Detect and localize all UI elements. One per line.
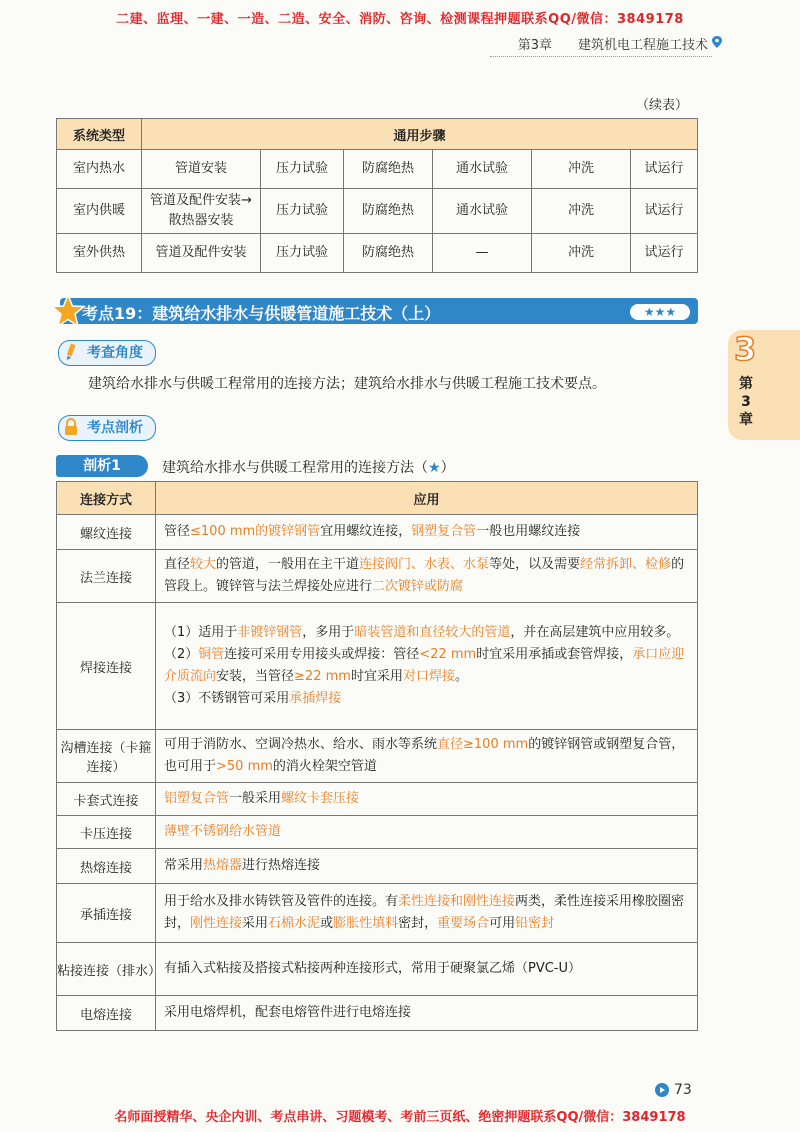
connection-application (156, 884, 698, 943)
body-text: 安装，当管径 (216, 669, 295, 684)
kaodian-title: 考点19：建筑给水排水与供暖管道施工技术（上） (82, 304, 441, 323)
cell-type: 室内热水 (57, 150, 142, 189)
cell-step: 试运行 (631, 234, 698, 273)
pencil-icon (62, 343, 80, 361)
body-text: 连接可采用专用接头或焊接：管径 (224, 647, 420, 662)
body-text: 。 (454, 669, 468, 684)
body-text: 可用 (489, 916, 516, 931)
analysis-title-close: ） (440, 460, 455, 476)
highlight-text: 对口焊接 (402, 669, 455, 684)
location-pin-icon (712, 36, 722, 48)
cell-step: — (433, 234, 532, 273)
body-text: （3）不锈钢管可采用 (164, 691, 290, 706)
body-text: 直径 (164, 557, 191, 572)
highlight-text: 铅密封 (515, 916, 555, 931)
highlight-text: 重要场合 (437, 916, 490, 931)
cell-step: 试运行 (631, 189, 698, 234)
highlight-text: 螺纹卡套压接 (281, 791, 360, 806)
highlight-text: 刚性连接 (190, 916, 243, 931)
table-row (57, 234, 698, 273)
connection-application (156, 603, 698, 730)
header-system-type: 系统类型 (57, 119, 142, 150)
cell-step: 冲洗 (532, 150, 631, 189)
body-text: 宜用螺纹连接， (320, 524, 412, 539)
table-row (57, 189, 698, 234)
cell-step: 防腐绝热 (344, 150, 433, 189)
angle-tag-label: 考查角度 (87, 345, 143, 361)
header-method: 连接方式 (57, 482, 156, 515)
running-head (518, 34, 708, 53)
table-row (57, 816, 698, 849)
highlight-text: 铝塑复合管 (164, 791, 230, 806)
highlight-text: 经常拆卸、检修 (580, 557, 672, 572)
table-row (57, 884, 698, 943)
body-text: 或 (320, 916, 334, 931)
bottom-banner: 名师面授精华、央企内训、考点串讲、习题模考、考前三页纸、绝密押题联系QQ/微信：3849178 (114, 1110, 686, 1125)
highlight-text: 膨胀性填料 (333, 916, 399, 931)
header-application: 应用 (156, 482, 698, 515)
table-row (57, 515, 698, 550)
analysis-title (162, 457, 455, 477)
highlight-text: 直径≥100 mm (437, 737, 529, 752)
connection-method: 螺纹连接 (57, 515, 156, 550)
highlight-text: ≤100 mm的镀锌钢管 (190, 524, 321, 539)
page-number: 73 (674, 1082, 692, 1098)
body-text: ，并在高层建筑中应用较多。 (510, 625, 680, 640)
table-row (57, 603, 698, 730)
highlight-text: 暗装管道和直径较大的管道 (354, 625, 511, 640)
header-general-steps: 通用步骤 (142, 119, 698, 150)
cell-step: 压力试验 (261, 189, 344, 234)
connection-method: 电熔连接 (57, 996, 156, 1031)
table-row (57, 730, 698, 783)
body-text: 等处，以及需要 (489, 557, 581, 572)
cell-step: 管道及配件安装 (142, 234, 261, 273)
cell-step: 管道安装 (142, 150, 261, 189)
cell-step: 防腐绝热 (344, 234, 433, 273)
body-text: 的消火栓架空管道 (272, 759, 377, 774)
cell-step: 通水试验 (433, 150, 532, 189)
connection-application (156, 849, 698, 884)
lock-icon (62, 418, 80, 436)
header-rule (490, 56, 712, 57)
highlight-text: ≥22 mm (294, 669, 351, 684)
star-icon (50, 294, 86, 328)
body-text: 采用电熔焊机，配套电熔管件进行电熔连接 (164, 1005, 412, 1020)
cell-step: 冲洗 (532, 234, 631, 273)
highlight-text: 二次镀锌或防腐 (372, 579, 464, 594)
table-row (57, 783, 698, 816)
body-text: 采用 (242, 916, 269, 931)
body-text: 有插入式粘接及搭接式粘接两种连接形式，常用于硬聚氯乙烯（PVC-U） (164, 961, 582, 976)
analysis-star: ★ (428, 460, 441, 476)
highlight-text: 连接阀门、水表、水泵 (359, 557, 490, 572)
body-text: 两类，柔性连接采用橡胶圈密封， (164, 894, 685, 931)
body-text: 进行热熔连接 (242, 858, 321, 873)
cell-step: 压力试验 (261, 150, 344, 189)
body-text: 时宜采用 (350, 669, 403, 684)
cell-type: 室内供暖 (57, 189, 142, 234)
cell-step: 通水试验 (433, 189, 532, 234)
highlight-text: >50 mm (216, 759, 273, 774)
connection-application (156, 783, 698, 816)
connection-method: 卡套式连接 (57, 783, 156, 816)
body-text: 可用于消防水、空调冷热水、给水、雨水等系统 (164, 737, 438, 752)
continued-label: （续表） (636, 98, 689, 113)
chapter-label: 第3章 (517, 38, 552, 53)
chapter-title: 建筑机电工程施工技术 (577, 38, 708, 53)
body-text: 密封， (398, 916, 438, 931)
cell-step: 压力试验 (261, 234, 344, 273)
body-text: （1）适用于 (164, 625, 238, 640)
cell-step: 防腐绝热 (344, 189, 433, 234)
connection-application (156, 730, 698, 783)
body-text: ，多用于 (302, 625, 355, 640)
body-text: 时宜采用承插或套管焊接， (476, 647, 633, 662)
connection-method: 承插连接 (57, 884, 156, 943)
connection-method: 粘接连接（排水） (57, 943, 156, 996)
cell-step: 管道及配件安装→散热器安装 (142, 189, 261, 234)
connection-method: 焊接连接 (57, 603, 156, 730)
chapter-side-label: 第3章 (739, 376, 753, 428)
highlight-text: 承插焊接 (289, 691, 342, 706)
highlight-text: 承口应迎介质流向 (164, 647, 685, 684)
highlight-text: 热熔器 (203, 858, 243, 873)
highlight-text: 薄壁不锈钢给水管道 (164, 824, 282, 839)
chapter-number: 3 (734, 330, 757, 368)
connection-application (156, 550, 698, 603)
table-row (57, 150, 698, 189)
connection-method: 沟槽连接（卡箍连接） (57, 730, 156, 783)
body-text: 常采用 (164, 858, 204, 873)
connection-method: 法兰连接 (57, 550, 156, 603)
table-row (57, 550, 698, 603)
body-text: 一般采用 (229, 791, 282, 806)
body-text: 的管段上。镀锌管与法兰焊接处应进行 (164, 557, 685, 594)
connection-method: 热熔连接 (57, 849, 156, 884)
cell-step: 试运行 (631, 150, 698, 189)
table-row (57, 943, 698, 996)
connection-table (56, 481, 698, 1031)
highlight-text: 柔性连接和刚性连接 (398, 894, 516, 909)
connection-application (156, 515, 698, 550)
highlight-text: 石棉水泥 (268, 916, 321, 931)
analysis-badge: 剖析1 (56, 455, 148, 477)
difficulty-rating: ★★★ (630, 304, 690, 320)
steps-table (56, 118, 698, 273)
analysis-tag-label: 考点剖析 (87, 420, 143, 436)
highlight-text: 铜管 (198, 647, 225, 662)
highlight-text: 非镀锌钢管 (237, 625, 303, 640)
connection-application (156, 816, 698, 849)
highlight-text: 较大 (190, 557, 217, 572)
table-row (57, 849, 698, 884)
body-text: 管径 (164, 524, 191, 539)
highlight-text: <22 mm (419, 647, 477, 662)
play-arrow-icon (655, 1083, 669, 1097)
angle-text: 建筑给水排水与供暖工程常用的连接方法；建筑给水排水与供暖工程施工技术要点。 (88, 376, 606, 392)
body-text: （2） (164, 647, 199, 662)
connection-application (156, 996, 698, 1031)
body-text: 的镀锌钢管或钢塑复合管，也可用于 (164, 737, 685, 774)
body-text: 的管道，一般用在主干道 (216, 557, 360, 572)
body-text: 用于给水及排水铸铁管及管件的连接。有 (164, 894, 399, 909)
connection-method: 卡压连接 (57, 816, 156, 849)
body-text: 一般也用螺纹连接 (476, 524, 581, 539)
connection-application (156, 943, 698, 996)
top-banner: 二建、监理、一建、一造、二造、安全、消防、咨询、检测课程押题联系QQ/微信：3849178 (116, 12, 684, 27)
cell-step: 冲洗 (532, 189, 631, 234)
highlight-text: 钢塑复合管 (411, 524, 477, 539)
cell-type: 室外供热 (57, 234, 142, 273)
analysis-title-text: 建筑给水排水与供暖工程常用的连接方法（ (162, 460, 428, 476)
table-row (57, 996, 698, 1031)
